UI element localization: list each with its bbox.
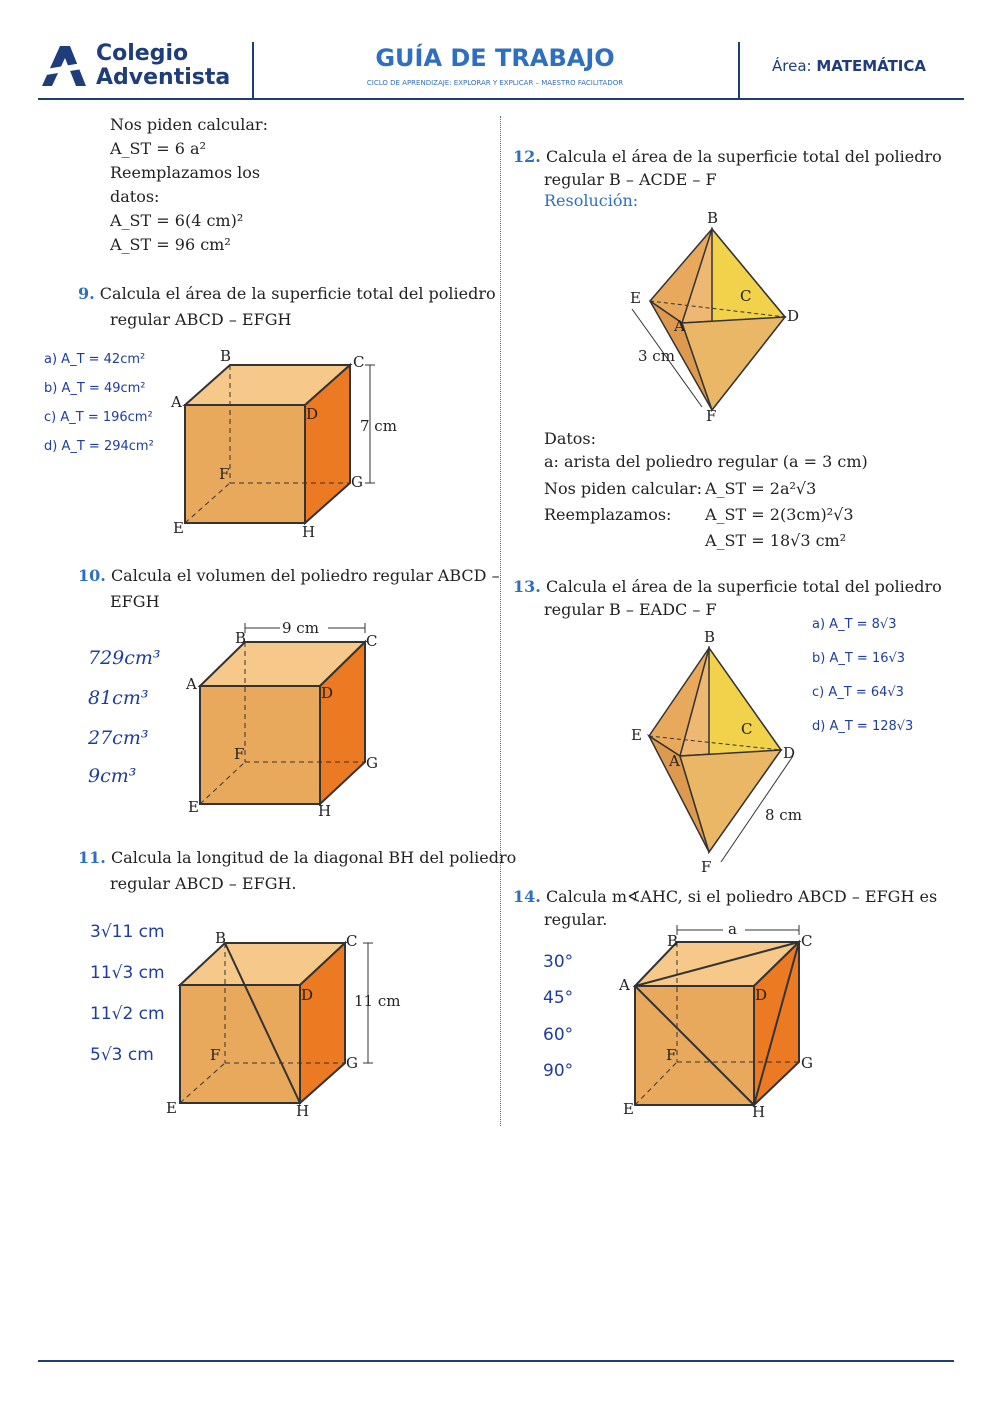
q12-text1: Calcula el área de la superficie total del poliedro: [545, 147, 942, 166]
q13-label-e: E: [631, 726, 642, 744]
question-12: [513, 145, 942, 169]
q13-text2: regular B – EADC – F: [544, 600, 717, 619]
q13-text1: Calcula el área de la superficie total del poliedro: [545, 577, 942, 596]
q13-option-b[interactable]: b) A_T = 16√3: [812, 651, 906, 666]
q9-label-a: A: [171, 393, 182, 411]
q11-option-4[interactable]: 5√3 cm: [90, 1045, 154, 1065]
q9-label-f: F: [219, 465, 230, 483]
q10-number: 10.: [78, 566, 106, 585]
logo-line2: Adventista: [96, 65, 231, 90]
q12-resolution: Resolución:: [544, 191, 639, 210]
school-logo-icon: [38, 44, 90, 88]
q13-number: 13.: [513, 577, 541, 596]
q9-text2: regular ABCD – EFGH: [110, 310, 292, 329]
q9-label-h: H: [302, 523, 316, 541]
column-divider: [500, 116, 501, 1126]
q11-label-d: D: [301, 986, 314, 1004]
q14-label-e: E: [623, 1100, 634, 1118]
q9-label-g: G: [351, 473, 363, 491]
q12-label-c: C: [740, 287, 752, 305]
prev-solution: [110, 113, 268, 257]
q11-label-e: E: [166, 1099, 177, 1117]
q11-label-c: C: [346, 932, 358, 950]
q14-label-h: H: [752, 1103, 766, 1121]
footer-rule: [38, 1360, 954, 1362]
q14-text1: Calcula m∢AHC, si el poliedro ABCD – EFGH es: [545, 887, 938, 906]
q10-option-2[interactable]: 81cm³: [88, 687, 149, 709]
cube-figure-q10: [180, 616, 400, 826]
q11-measure: 11 cm: [354, 992, 401, 1010]
q10-measure: 9 cm: [282, 619, 319, 637]
q14-label-c: C: [801, 932, 813, 950]
q14-option-3[interactable]: 60°: [543, 1025, 574, 1045]
prev-line1: Nos piden calcular:: [110, 115, 268, 134]
q9-option-b[interactable]: b) A_T = 49cm²: [44, 381, 146, 396]
q12-data-line: a: arista del poliedro regular (a = 3 cm): [544, 452, 868, 471]
q9-option-d[interactable]: d) A_T = 294cm²: [44, 439, 154, 454]
q11-text2: regular ABCD – EFGH.: [110, 874, 297, 893]
q13-measure: 8 cm: [765, 806, 802, 824]
header-rule: [38, 98, 964, 100]
question-13: [513, 575, 942, 599]
question-10: [78, 564, 500, 588]
question-11: [78, 846, 516, 870]
q12-label-d: D: [787, 307, 800, 325]
q10-label-d: D: [321, 684, 334, 702]
octahedron-figure-q12: [620, 205, 820, 425]
q12-label-b: B: [707, 209, 719, 227]
page-title: GUÍA DE TRABAJO: [375, 44, 615, 72]
q13-label-a: A: [669, 752, 680, 770]
question-14: [513, 885, 937, 909]
q10-option-3[interactable]: 27cm³: [88, 727, 149, 749]
q14-text2: regular.: [544, 910, 608, 929]
area-value: MATEMÁTICA: [816, 57, 927, 75]
header-separator-right: [738, 42, 740, 98]
q14-label-f: F: [666, 1046, 677, 1064]
q14-number: 14.: [513, 887, 541, 906]
q11-option-2[interactable]: 11√3 cm: [90, 963, 165, 983]
logo-line1: Colegio: [96, 41, 189, 66]
octahedron-figure-q13: [625, 624, 815, 879]
q12-replace-label: Reemplazamos:: [544, 505, 672, 524]
cube-figure-q14: [615, 918, 825, 1123]
q12-result-formula: A_ST = 18√3 cm²: [705, 531, 847, 550]
q10-label-f: F: [234, 745, 245, 763]
q11-option-3[interactable]: 11√2 cm: [90, 1004, 165, 1024]
prev-line6: A_ST = 96 cm²: [110, 235, 231, 254]
cube-figure-q11: [160, 925, 410, 1120]
question-9: [78, 282, 496, 306]
q13-option-d[interactable]: d) A_T = 128√3: [812, 719, 914, 734]
q11-label-f: F: [210, 1046, 221, 1064]
prev-line4: datos:: [110, 187, 160, 206]
q10-option-1[interactable]: 729cm³: [88, 647, 161, 669]
q14-label-a: A: [619, 976, 630, 994]
q12-label-e: E: [630, 289, 641, 307]
area-label: [772, 57, 926, 75]
prev-line5: A_ST = 6(4 cm)²: [110, 211, 244, 230]
q13-label-d: D: [783, 744, 796, 762]
q13-option-c[interactable]: c) A_T = 64√3: [812, 685, 904, 700]
prev-line2: A_ST = 6 a²: [110, 139, 206, 158]
q14-label-d: D: [755, 986, 768, 1004]
q9-option-c[interactable]: c) A_T = 196cm²: [44, 410, 153, 425]
q9-label-e: E: [173, 519, 184, 537]
q12-measure: 3 cm: [638, 347, 675, 365]
q12-label-a: A: [674, 317, 685, 335]
q13-label-b: B: [704, 628, 716, 646]
q14-label-b: B: [667, 932, 679, 950]
q14-option-2[interactable]: 45°: [543, 988, 574, 1008]
q11-text1: Calcula la longitud de la diagonal BH del poliedro: [110, 848, 517, 867]
q10-text2: EFGH: [110, 592, 160, 611]
q9-measure: 7 cm: [360, 417, 397, 435]
q12-text2: regular B – ACDE – F: [544, 170, 717, 189]
q9-label-b: B: [220, 347, 232, 365]
q9-text1: Calcula el área de la superficie total del poliedro: [99, 284, 496, 303]
q13-option-a[interactable]: a) A_T = 8√3: [812, 617, 897, 632]
q11-option-1[interactable]: 3√11 cm: [90, 922, 165, 942]
q10-label-g: G: [366, 754, 378, 772]
q11-label-g: G: [346, 1054, 358, 1072]
q13-label-c: C: [741, 720, 753, 738]
q14-label-g: G: [801, 1054, 813, 1072]
q9-label-d: D: [306, 405, 319, 423]
q10-label-a: A: [186, 675, 197, 693]
q12-replace-formula: A_ST = 2(3cm)²√3: [705, 505, 854, 524]
header-separator: [252, 42, 254, 98]
q11-label-h: H: [296, 1102, 310, 1120]
q12-data-title: Datos:: [544, 429, 597, 448]
prev-line3: Reemplazamos los: [110, 163, 261, 182]
q12-ask-label: Nos piden calcular:: [544, 479, 702, 498]
q10-label-b: B: [235, 629, 247, 647]
q9-option-a[interactable]: a) A_T = 42cm²: [44, 352, 146, 367]
q10-option-4[interactable]: 9cm³: [88, 765, 137, 787]
q11-label-b: B: [215, 929, 227, 947]
q12-number: 12.: [513, 147, 541, 166]
q10-label-e: E: [188, 798, 199, 816]
q12-ask-formula: A_ST = 2a²√3: [705, 479, 817, 498]
page-subtitle: CICLO DE APRENDIZAJE: EXPLORAR Y EXPLICAR – MAESTRO FACILITADOR: [366, 79, 624, 87]
area-label-text: Área:: [772, 57, 812, 75]
q12-label-f: F: [706, 407, 717, 425]
q10-label-c: C: [366, 632, 378, 650]
q10-text1: Calcula el volumen del poliedro regular ABCD –: [110, 566, 500, 585]
q9-number: 9.: [78, 284, 95, 303]
q14-option-1[interactable]: 30°: [543, 952, 574, 972]
q14-option-4[interactable]: 90°: [543, 1061, 574, 1081]
q9-label-c: C: [353, 353, 365, 371]
cube-figure-q9: [165, 345, 405, 545]
q11-number: 11.: [78, 848, 106, 867]
q10-label-h: H: [318, 802, 332, 820]
q13-label-f: F: [701, 858, 712, 876]
q14-measure: a: [728, 920, 737, 938]
logo-text: [96, 42, 230, 90]
